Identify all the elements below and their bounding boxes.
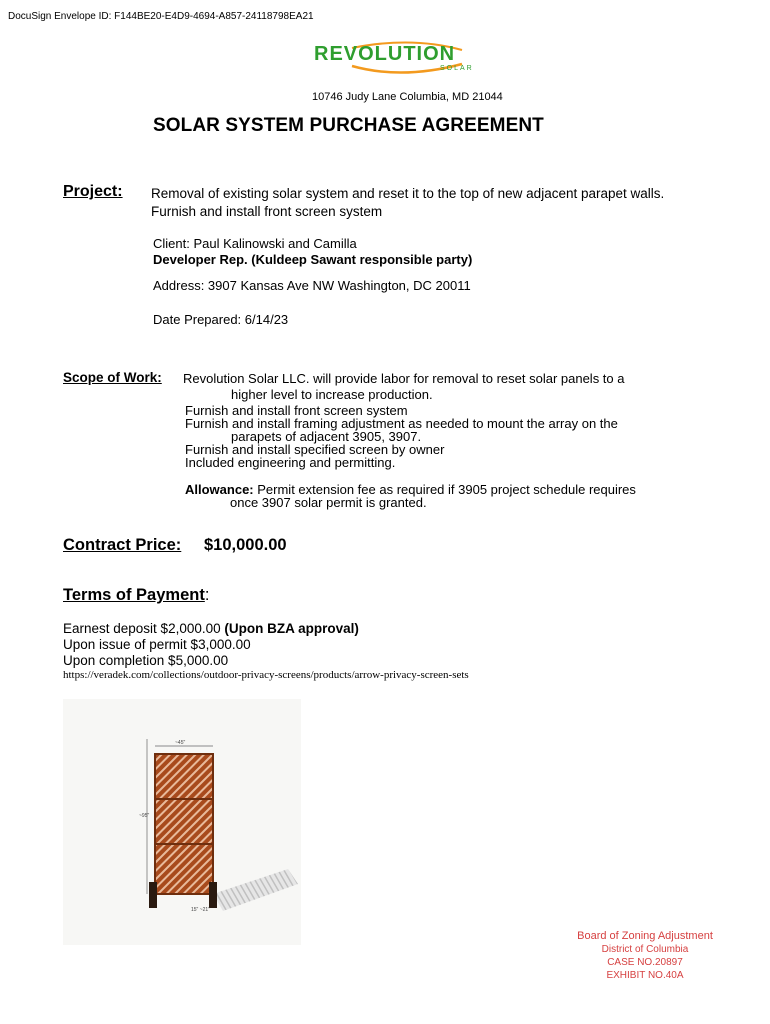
dim-side: ~95" bbox=[139, 813, 150, 819]
stamp-line: CASE NO.20897 bbox=[607, 957, 683, 968]
earnest-deposit: Earnest deposit $2,000.00 bbox=[63, 621, 221, 636]
terms-label: Terms of Payment bbox=[63, 586, 205, 604]
dim-top: ~45" bbox=[175, 740, 186, 746]
privacy-screen-image bbox=[63, 699, 301, 945]
stamp-line: District of Columbia bbox=[601, 944, 689, 955]
scope-line: Revolution Solar LLC. will provide labor for removal to reset solar panels to a bbox=[183, 371, 625, 386]
payment-terms bbox=[63, 621, 359, 669]
contract-price-value: $10,000.00 bbox=[204, 536, 287, 554]
project-label: Project: bbox=[63, 183, 123, 200]
scope-item: Furnish and install specified screen by owner bbox=[185, 442, 445, 457]
scope-label: Scope of Work: bbox=[63, 370, 162, 385]
earnest-note: (Upon BZA approval) bbox=[224, 621, 359, 636]
dim-base: 15" ~21" bbox=[191, 907, 210, 913]
permit-payment: Upon issue of permit $3,000.00 bbox=[63, 637, 251, 652]
scope-item: Included engineering and permitting. bbox=[185, 455, 396, 470]
svg-text:REVOLUTION: REVOLUTION bbox=[314, 43, 456, 65]
zoning-stamp bbox=[555, 930, 735, 982]
scope-item: Furnish and install framing adjustment as needed to mount the array on the bbox=[185, 416, 618, 431]
product-url[interactable]: https://veradek.com/collections/outdoor-privacy-screens/products/arrow-privacy-screen-sets bbox=[63, 669, 469, 681]
terms-colon: : bbox=[204, 586, 210, 604]
developer-rep: Developer Rep. (Kuldeep Sawant responsible party) bbox=[153, 252, 473, 267]
contract-price-label: Contract Price: bbox=[63, 536, 182, 554]
scope-line: higher level to increase production. bbox=[231, 387, 433, 402]
stamp-line: Board of Zoning Adjustment bbox=[577, 930, 713, 942]
client-block bbox=[153, 236, 472, 268]
document-title: SOLAR SYSTEM PURCHASE AGREEMENT bbox=[153, 115, 544, 136]
company-address: 10746 Judy Lane Columbia, MD 21044 bbox=[312, 91, 503, 103]
project-line: Removal of existing solar system and reset it to the top of new adjacent parapet walls. bbox=[151, 186, 665, 201]
terms-heading bbox=[63, 586, 209, 605]
completion-payment: Upon completion $5,000.00 bbox=[63, 653, 229, 668]
client-name: Client: Paul Kalinowski and Camilla bbox=[153, 236, 357, 251]
screen-illustration bbox=[63, 699, 301, 945]
project-line: Furnish and install front screen system bbox=[151, 204, 383, 219]
project-description bbox=[151, 185, 664, 221]
allowance bbox=[185, 483, 636, 509]
allowance-text: Permit extension fee as required if 3905 project schedule requires bbox=[257, 482, 636, 497]
project-address: Address: 3907 Kansas Ave NW Washington, DC 20011 bbox=[153, 278, 471, 293]
allowance-text-2: once 3907 solar permit is granted. bbox=[230, 495, 427, 510]
scope-item: parapets of adjacent 3905, 3907. bbox=[231, 429, 422, 444]
stamp-line: EXHIBIT NO.40A bbox=[606, 970, 684, 981]
allowance-label: Allowance: bbox=[185, 482, 254, 497]
envelope-id: DocuSign Envelope ID: F144BE20-E4D9-4694-A857-24118798EA21 bbox=[8, 11, 314, 22]
svg-text:SOLAR: SOLAR bbox=[440, 65, 474, 72]
scope-list bbox=[185, 404, 618, 469]
revolution-solar-logo bbox=[312, 40, 492, 74]
scope-item: Furnish and install front screen system bbox=[185, 403, 408, 418]
date-prepared: Date Prepared: 6/14/23 bbox=[153, 312, 289, 327]
